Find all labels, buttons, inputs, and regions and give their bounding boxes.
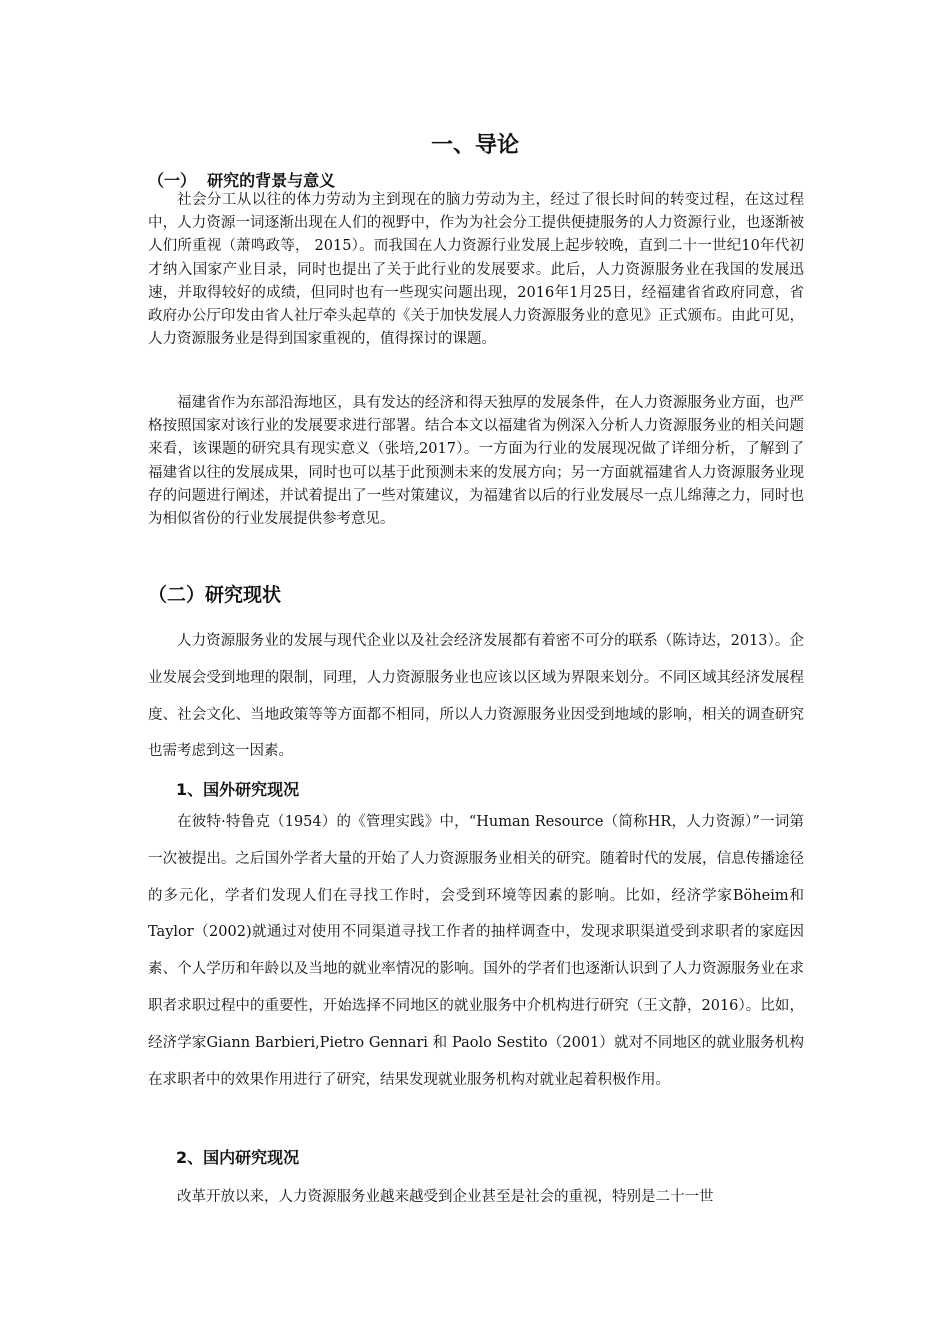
chapter-title: 一、导论 <box>430 133 519 158</box>
paragraph-background-1: 社会分工从以往的体力劳动为主到现在的脑力劳动为主，经过了很长时间的转变过程，在这过程中，人力资源一词逐渐出现在人们的视野中，作为为社会分工提供便捷服务的人力资源行业，也逐渐被人们所重视（萧鸣政等， 2015）。而我国在人力资源行业发展上起步较晚，直到二十一世纪10年代初才纳入国家产业目录，同时也提出了关于此行业的发展要求。此后，人力资源服务业在我国的发展迅速，并取得较好的成绩，但同时也有一些现实问题出现，2016年1月25日，经福建省省政府同意，省政府办公厅印发由省人社厅牵头起草的《关于加快发展人力资源服务业的意见》正式颁布。由此可见，人力资源服务业是得到国家重视的，值得探讨的课题。 <box>148 192 804 348</box>
paragraph-foreign-1: 在彼特·特鲁克（1954）的《管理实践》中，“Human Resource（简称HR，人力资源）”一词第一次被提出。之后国外学者大量的开始了人力资源服务业相关的研究。随着时代的发展，信息传播途径的多元化，学者们发现人们在寻找工作时，会受到环境等因素的影响。比如，经济学家Böheim和Taylor（2002)就通过对使用不同渠道寻找工作者的抽样调查中，发现求职渠道受到求职者的家庭因素、个人学历和年龄以及当地的就业率情况的影响。国外的学者们也逐渐认识到了人力资源服务业在求职者求职过程中的重要性，开始选择不同地区的就业服务中介机构进行研究（王文静，2016）。比如，经济学家Giann Barbieri,Pietro Gennari 和 Paolo Sestito（2001）就对不同地区的就业服务机构在求职者中的效果作用进行了研究，结果发现就业服务机构对就业起着积极作用。 <box>148 814 804 1088</box>
paragraph-domestic-1: 改革开放以来，人力资源服务业越来越受到企业甚至是社会的重视，特别是二十一世 <box>177 1189 714 1205</box>
section-title-background: （一） 研究的背景与意义 <box>148 171 336 190</box>
section-title-status: （二）研究现状 <box>148 584 282 606</box>
subsection-title-domestic: 2、国内研究现况 <box>176 1148 300 1167</box>
paragraph-background-2: 福建省作为东部沿海地区，具有发达的经济和得天独厚的发展条件，在人力资源服务业方面，也严格按照国家对该行业的发展要求进行部署。结合本文以福建省为例深入分析人力资源服务业的相关问题来看，该课题的研究具有现实意义（张培,2017）。一方面为行业的发展现况做了详细分析，了解到了福建省以往的发展成果，同时也可以基于此预测未来的发展方向；另一方面就福建省人力资源服务业现存的问题进行阐述，并试着提出了一些对策建议，为福建省以后的行业发展尽一点儿绵薄之力，同时也为相似省份的行业发展提供参考意见。 <box>148 395 804 528</box>
paragraph-status-1: 人力资源服务业的发展与现代企业以及社会经济发展都有着密不可分的联系（陈诗达，2013）。企业发展会受到地理的限制，同理，人力资源服务业也应该以区域为界限来划分。不同区域其经济发展程度、社会文化、当地政策等等方面都不相同，所以人力资源服务业因受到地域的影响，相关的调查研究也需考虑到这一因素。 <box>148 633 804 760</box>
subsection-title-foreign: 1、国外研究现况 <box>176 780 300 799</box>
